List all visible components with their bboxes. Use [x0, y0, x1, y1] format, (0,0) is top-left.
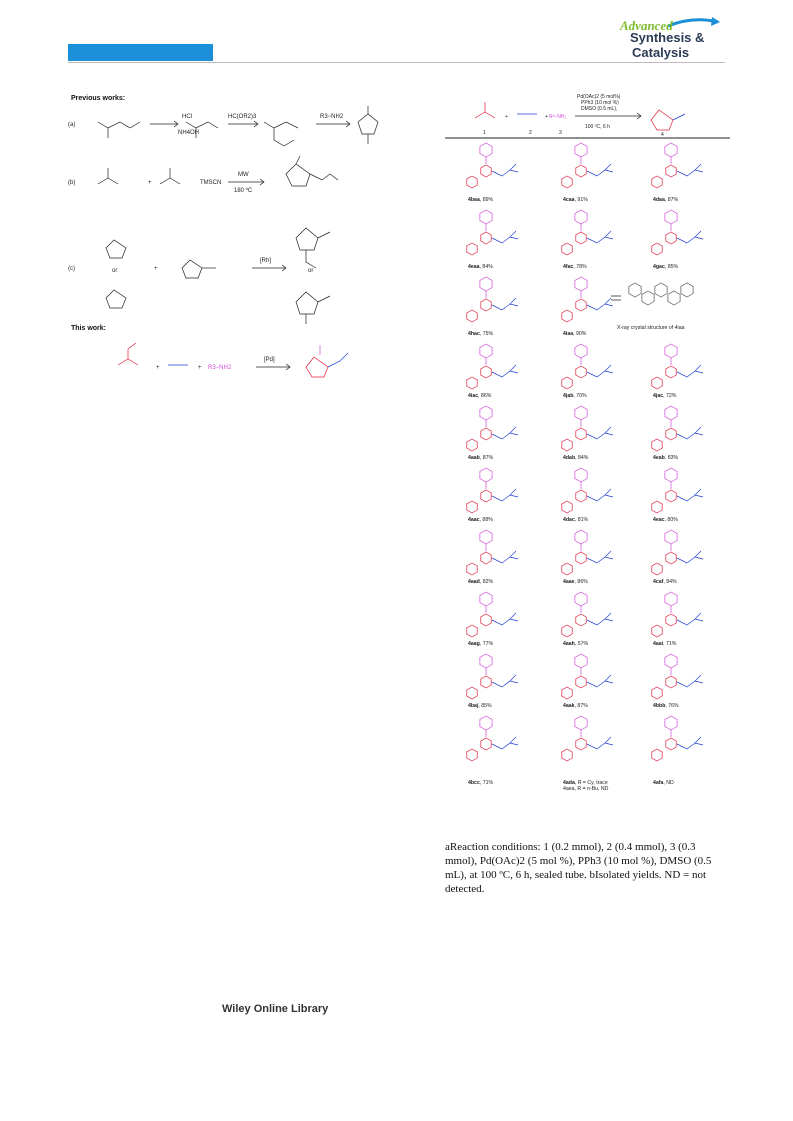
- journal-logo: [598, 12, 730, 60]
- imidazole-ring: [481, 232, 491, 244]
- scope-header-scheme: [445, 88, 730, 140]
- c2-aryl-ring: [562, 310, 572, 322]
- compound-id: 4aab: [468, 455, 480, 461]
- header-color-bar: [68, 44, 213, 61]
- n-aryl-ring: [480, 210, 492, 224]
- c2-aryl-ring: [467, 310, 477, 322]
- compound-label: [653, 197, 678, 203]
- a-reagent3-top: R3−NH2: [320, 114, 344, 120]
- compound-label: [468, 393, 492, 399]
- n-aryl-ring: [665, 654, 677, 668]
- imidazole-ring: [666, 614, 676, 626]
- compound-label: [468, 579, 493, 585]
- n-aryl-ring: [665, 210, 677, 224]
- num-2: 2: [529, 130, 532, 136]
- compound-label: [563, 264, 587, 270]
- compound-id: 4dab: [563, 455, 576, 461]
- compound-yield: , R = Cy, trace: [574, 780, 608, 786]
- compound-4aah: [562, 592, 613, 647]
- compound-4ada: [562, 716, 613, 786]
- amine-substituent: [492, 737, 518, 749]
- compound-label: [653, 703, 679, 709]
- n-aryl-ring: [480, 592, 492, 606]
- svg-text:+: +: [545, 114, 548, 120]
- n-aryl-ring: [665, 530, 677, 544]
- compound-id: 4jab: [563, 393, 574, 399]
- n-aryl-ring: [575, 210, 587, 224]
- c2-aryl-ring: [467, 439, 477, 451]
- compound-label: [653, 780, 674, 786]
- compound-4gac: [652, 210, 703, 270]
- compound-label: [653, 264, 678, 270]
- n-aryl-ring: [575, 716, 587, 730]
- this-work-scheme: [68, 335, 398, 390]
- compound-id: 4baa: [468, 197, 480, 203]
- amine-substituent: [587, 231, 613, 243]
- svg-text:+: +: [505, 114, 508, 120]
- imidazole-ring: [481, 165, 491, 177]
- label-a: (a): [68, 122, 76, 128]
- label-c: (c): [68, 266, 75, 272]
- wiley-footer: Wiley Online Library: [222, 1003, 329, 1015]
- c2-aryl-ring: [562, 176, 572, 188]
- compound-id: 4iaa: [563, 331, 574, 337]
- imidazole-ring: [666, 676, 676, 688]
- compound-label: [468, 517, 493, 523]
- compound-4bbb: [652, 654, 703, 709]
- tw-reagent-top: [Pd]: [264, 357, 275, 363]
- n-aryl-ring: [575, 468, 587, 482]
- compound-4afa: [652, 716, 703, 786]
- compound-4dab: [562, 406, 613, 461]
- header-rule: [68, 62, 725, 63]
- compound-label: [468, 641, 493, 647]
- compound-4fac: [562, 210, 613, 270]
- n-aryl-ring: [480, 406, 492, 420]
- c2-aryl-ring: [467, 563, 477, 575]
- compound-label: [468, 703, 492, 709]
- compound-yield: , 57%: [574, 641, 589, 647]
- compound-label: [468, 264, 493, 270]
- compound-id: 4fac: [563, 264, 574, 270]
- compound-yield: , 91%: [574, 197, 588, 203]
- compound-yield: , 86%: [574, 579, 588, 585]
- amine-substituent: [587, 551, 613, 563]
- label-b: (b): [68, 180, 76, 186]
- imidazole-ring: [666, 428, 676, 440]
- compound-id: 4ada: [563, 780, 575, 786]
- b-plus-reagent: TMSCN: [200, 180, 222, 186]
- amine-substituent: [677, 551, 703, 563]
- amine-substituent: [492, 365, 518, 377]
- tw-amine: R3−NH2: [208, 365, 232, 371]
- compound-yield: , 78%: [573, 264, 587, 270]
- n-aryl-ring: [480, 277, 492, 291]
- compound-id: 4baj: [468, 703, 479, 709]
- compound-id: 4daa: [653, 197, 665, 203]
- n-aryl-ring: [575, 277, 587, 291]
- compound-yield: , 85%: [664, 264, 679, 270]
- compound-yield: , ND: [663, 780, 674, 786]
- imidazole-ring: [481, 299, 491, 311]
- table-footnote: aReaction conditions: 1 (0.2 mmol), 2 (0.4 mmol), 3 (0.3 mmol), Pd(OAc)2 (5 mol %), PPh3 (10 mol %), DMSO (0.5 mL), at 100 ºC, 6 h, sealed tube. bIsolated yields. ND = not detected.: [445, 841, 712, 895]
- imidazole-ring: [576, 299, 586, 311]
- n-aryl-ring: [480, 530, 492, 544]
- xray-ring: [668, 291, 680, 305]
- compound-id: 4caa: [563, 197, 575, 203]
- c2-aryl-ring: [562, 625, 572, 637]
- svg-text:+: +: [156, 365, 160, 371]
- compound-4iaa: [562, 277, 613, 337]
- compound-label: [563, 455, 589, 461]
- compound-4daa: [652, 143, 703, 203]
- compound-label: [653, 579, 677, 585]
- n-aryl-ring: [480, 654, 492, 668]
- imidazole-ring: [481, 614, 491, 626]
- compound-id: 4aad: [468, 579, 480, 585]
- amine-substituent: [587, 365, 613, 377]
- imidazole-ring: [576, 428, 586, 440]
- c2-aryl-ring: [562, 377, 572, 389]
- amine-substituent: [492, 231, 518, 243]
- compound-4eab: [652, 406, 703, 461]
- imidazole-ring: [481, 366, 491, 378]
- compound-label: [468, 197, 493, 203]
- n-aryl-ring: [665, 716, 677, 730]
- c2-aryl-ring: [652, 439, 662, 451]
- amine-substituent: [677, 231, 703, 243]
- compound-4eaa: [467, 210, 518, 270]
- compound-label: [563, 517, 588, 523]
- c2-aryl-ring: [562, 243, 572, 255]
- imidazole-ring: [576, 552, 586, 564]
- imidazole-ring: [666, 738, 676, 750]
- compound-id: 4aah: [563, 641, 575, 647]
- c2-aryl-ring: [467, 501, 477, 513]
- compound-4jac: [652, 344, 703, 399]
- xray-structure: [611, 283, 693, 331]
- compound-yield: , 72%: [663, 393, 677, 399]
- amine-substituent: [587, 164, 613, 176]
- cond-line4: 100 ºC, 6 h: [585, 124, 610, 130]
- compound-4aad: [467, 530, 518, 585]
- compound-4aak: [562, 654, 613, 709]
- c2-aryl-ring: [652, 625, 662, 637]
- a-reagent2-top: HC(OR2)3: [228, 114, 257, 120]
- compound-yield: , 71%: [479, 780, 494, 786]
- n-aryl-ring: [575, 406, 587, 420]
- compound-yield: , 71%: [663, 641, 677, 647]
- num-1: 1: [483, 130, 486, 136]
- n-aryl-ring: [575, 654, 587, 668]
- imidazole-ring: [576, 232, 586, 244]
- compound-label: [653, 393, 677, 399]
- c2-aryl-ring: [652, 243, 662, 255]
- compound-yield: , 83%: [664, 455, 679, 461]
- c2-aryl-ring: [467, 176, 477, 188]
- compound-label: [468, 331, 493, 337]
- compound-id: 4afa: [653, 780, 664, 786]
- compound-label: [563, 331, 587, 337]
- compound-id: 4dac: [563, 517, 575, 523]
- amine-substituent: [587, 298, 613, 310]
- amine-substituent: [677, 489, 703, 501]
- c2-aryl-ring: [562, 687, 572, 699]
- xray-ring: [655, 283, 667, 297]
- compound-id: 4bcc: [468, 780, 480, 786]
- amine-substituent: [677, 613, 703, 625]
- compound-yield: , 88%: [479, 517, 493, 523]
- compound-yield: , 76%: [665, 703, 679, 709]
- compound-4aai: [652, 592, 703, 647]
- amine-substituent: [587, 675, 613, 687]
- compound-id: 4eab: [653, 455, 665, 461]
- logo-line2: Synthesis &: [630, 30, 705, 45]
- c2-aryl-ring: [467, 377, 477, 389]
- compound-yield: , 84%: [575, 455, 589, 461]
- c2-aryl-ring: [467, 749, 477, 761]
- compound-yield: , 82%: [479, 579, 494, 585]
- imidazole-ring: [576, 676, 586, 688]
- compound-yield: , 85%: [478, 703, 492, 709]
- imidazole-ring: [666, 366, 676, 378]
- compound-yield: , 87%: [574, 703, 588, 709]
- n-aryl-ring: [575, 530, 587, 544]
- compound-4caf: [652, 530, 703, 585]
- compound-label: [563, 641, 588, 647]
- svg-text:+: +: [198, 365, 202, 371]
- compound-yield: , 90%: [573, 331, 587, 337]
- c2-aryl-ring: [467, 625, 477, 637]
- xray-caption: X-ray crystal structure of 4iaa: [617, 325, 685, 331]
- compound-label: [653, 455, 678, 461]
- compound-yield: , 75%: [479, 331, 494, 337]
- c2-aryl-ring: [652, 687, 662, 699]
- compound-4bcc: [467, 716, 518, 786]
- num-4: 4: [661, 132, 664, 138]
- logo-line3: Catalysis: [632, 45, 690, 60]
- n-aryl-ring: [575, 143, 587, 157]
- c2-aryl-ring: [652, 563, 662, 575]
- amine-substituent: [587, 427, 613, 439]
- compound-id: 4aai: [653, 641, 664, 647]
- c2-aryl-ring: [562, 749, 572, 761]
- compound-4aac: [467, 468, 518, 523]
- equals-sign: [611, 296, 621, 300]
- xray-ring: [629, 283, 641, 297]
- compound-4caa: [562, 143, 613, 203]
- compound-label: [563, 393, 587, 399]
- c2-aryl-ring: [652, 377, 662, 389]
- compound-label: [653, 641, 677, 647]
- imidazole-ring: [666, 232, 676, 244]
- xray-ring: [642, 291, 654, 305]
- compound-label: [653, 517, 678, 523]
- imidazole-ring: [666, 165, 676, 177]
- compound-id: 4aak: [563, 703, 575, 709]
- compound-yield: , 84%: [663, 579, 677, 585]
- imidazole-ring: [666, 490, 676, 502]
- previous-works-heading: Previous works:: [71, 95, 126, 102]
- compound-yield: , 70%: [573, 393, 587, 399]
- amine-substituent: [492, 489, 518, 501]
- compound-label: [468, 455, 493, 461]
- compound-yield: , 87%: [479, 455, 494, 461]
- compound-yield: , 84%: [479, 264, 493, 270]
- b-reagent-top: MW: [238, 172, 249, 178]
- c2-aryl-ring: [652, 501, 662, 513]
- amine-substituent: [677, 164, 703, 176]
- compound-label: [468, 780, 493, 786]
- compound-label: [563, 579, 588, 585]
- compound-4dac: [562, 468, 613, 523]
- compound-4hac: [467, 277, 518, 337]
- imidazole-ring: [576, 165, 586, 177]
- c2-aryl-ring: [562, 439, 572, 451]
- imidazole-ring: [576, 614, 586, 626]
- compound-id: 4aag: [468, 641, 480, 647]
- amine-substituent: [677, 737, 703, 749]
- imidazole-ring: [576, 738, 586, 750]
- imidazole-ring: [481, 676, 491, 688]
- n-aryl-ring: [480, 716, 492, 730]
- imidazole-ring: [576, 490, 586, 502]
- compound-4baj: [467, 654, 518, 709]
- c2-aryl-ring: [652, 749, 662, 761]
- compound-4aea-label: 4aea, R = n-Bu, ND: [563, 786, 609, 792]
- c2-aryl-ring: [652, 176, 662, 188]
- imidazole-ring: [481, 428, 491, 440]
- compound-id: 4gac: [653, 264, 665, 270]
- imidazole-ring: [666, 552, 676, 564]
- cond-line2: PPh3 (10 mol %): [581, 100, 619, 106]
- this-work-heading: This work:: [71, 325, 107, 332]
- num-3: 3: [559, 130, 562, 136]
- a-reagent1-bot: NH4OH: [178, 130, 200, 136]
- n-aryl-ring: [575, 592, 587, 606]
- c2-aryl-ring: [562, 563, 572, 575]
- compound-id: 4aae: [563, 579, 575, 585]
- n-aryl-ring: [665, 468, 677, 482]
- amine-substituent: [677, 365, 703, 377]
- xray-ring: [681, 283, 693, 297]
- amine-substituent: [492, 613, 518, 625]
- compound-yield: , 86%: [478, 393, 492, 399]
- compound-4aab: [467, 406, 518, 461]
- imidazole-ring: [576, 366, 586, 378]
- compound-4aag: [467, 592, 518, 647]
- compound-4iac: [467, 344, 518, 399]
- compound-yield: , 77%: [479, 641, 494, 647]
- svg-text:R³−NH₂: R³−NH₂: [549, 114, 567, 120]
- compound-id: 4eac: [653, 517, 665, 523]
- compound-id: 4bbb: [653, 703, 666, 709]
- amine-substituent: [677, 675, 703, 687]
- imidazole-ring: [481, 738, 491, 750]
- n-aryl-ring: [665, 344, 677, 358]
- compound-label: [563, 197, 588, 203]
- compound-4aae: [562, 530, 613, 585]
- n-aryl-ring: [480, 468, 492, 482]
- compound-yield: , 87%: [664, 197, 679, 203]
- cond-line1: Pd(OAc)2 (5 mol%): [577, 94, 621, 100]
- imidazole-ring: [481, 490, 491, 502]
- compound-yield: , 81%: [574, 517, 589, 523]
- c2-aryl-ring: [467, 687, 477, 699]
- amine-substituent: [492, 551, 518, 563]
- compound-id: 4aac: [468, 517, 480, 523]
- compound-id: 4caf: [653, 579, 664, 585]
- c-reagent-top: [Rh]: [260, 258, 272, 264]
- amine-substituent: [587, 489, 613, 501]
- compound-id: 4hac: [468, 331, 480, 337]
- compound-4eac: [652, 468, 703, 523]
- compound-id: 4eaa: [468, 264, 480, 270]
- compound-grid: [445, 140, 730, 840]
- n-aryl-ring: [575, 344, 587, 358]
- n-aryl-ring: [665, 143, 677, 157]
- n-aryl-ring: [480, 143, 492, 157]
- amine-substituent: [492, 298, 518, 310]
- amine-substituent: [587, 613, 613, 625]
- amine-substituent: [492, 675, 518, 687]
- compound-label: [563, 703, 588, 709]
- compound-id: 4jac: [653, 393, 664, 399]
- amine-substituent: [492, 164, 518, 176]
- b-reagent-bot: 180 ºC: [234, 188, 253, 194]
- c-or1: or: [112, 268, 118, 274]
- c-or2: or: [308, 268, 314, 274]
- c2-aryl-ring: [562, 501, 572, 513]
- a-reagent1-top: HCl: [182, 114, 192, 120]
- amine-substituent: [587, 737, 613, 749]
- logo-line1: Advanced: [620, 18, 673, 33]
- n-aryl-ring: [665, 592, 677, 606]
- compound-4baa: [467, 143, 518, 203]
- compound-yield: , 89%: [479, 197, 494, 203]
- amine-substituent: [677, 427, 703, 439]
- n-aryl-ring: [480, 344, 492, 358]
- imidazole-ring: [481, 552, 491, 564]
- c2-aryl-ring: [467, 243, 477, 255]
- amine-substituent: [492, 427, 518, 439]
- n-aryl-ring: [665, 406, 677, 420]
- compound-4jab: [562, 344, 613, 399]
- svg-text:+: +: [148, 180, 152, 186]
- compound-yield: , 80%: [664, 517, 678, 523]
- compound-id: 4iac: [468, 393, 479, 399]
- cond-line3: DMSO (0.5 mL),: [581, 106, 618, 112]
- svg-text:+: +: [154, 266, 158, 272]
